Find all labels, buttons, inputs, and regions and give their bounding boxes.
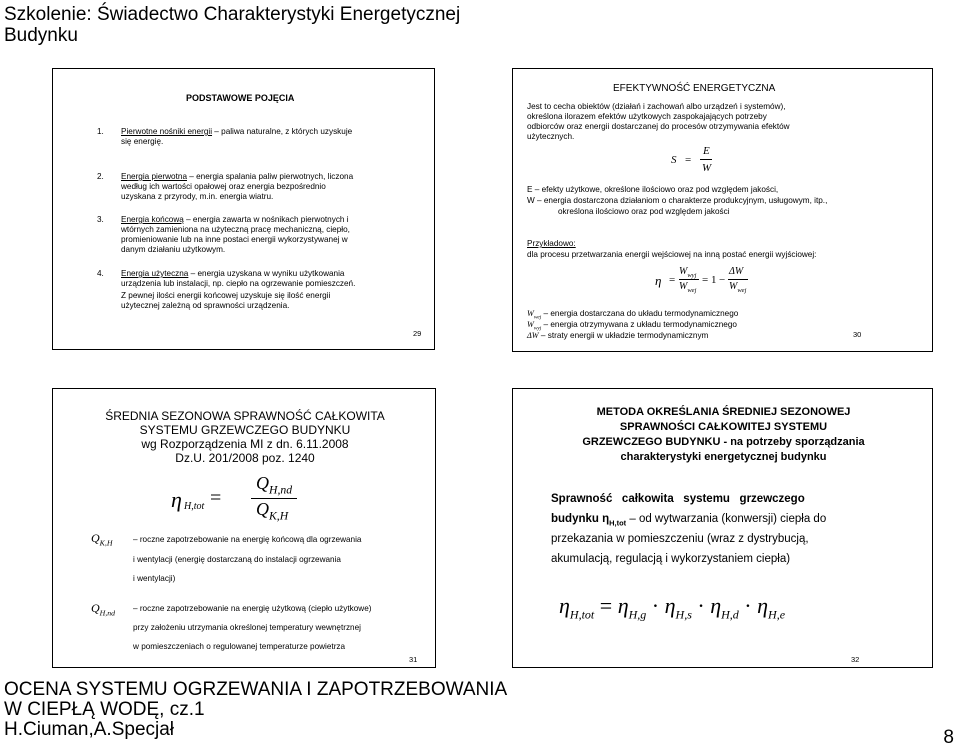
item-2-number: 2. [97, 172, 104, 181]
legend-delta-w: ΔW – straty energii w układzie termodynamicznym [527, 331, 709, 340]
slide-31 [52, 388, 436, 668]
efficiency-product-formula: $\eta_{H,tot} = \eta_{H,g} \cdot \eta_{H,s} \cdot \eta_{H,d} \cdot \eta_{H,e}$ [559, 593, 786, 622]
body-line-1: Sprawność całkowita systemu grzewczego [551, 493, 805, 505]
item-2-line-3: uzyskana z przyrody, m.in. energia wiatru. [121, 192, 274, 201]
item-4-line-4: użytecznej zależną od sprawności urządzenia. [121, 301, 290, 310]
page-footer [4, 680, 507, 740]
formula-equals: = [210, 487, 222, 509]
formula-numerator-e: E [703, 145, 710, 157]
page-number: 8 [943, 727, 954, 748]
qh-line-2: przy założeniu utrzymania określonej temperatury wewnętrznej [133, 623, 361, 632]
item-4-number: 4. [97, 269, 104, 278]
fraction-bar [700, 159, 712, 160]
definition-line-4: użytecznych. [527, 132, 575, 141]
slide-title-line-4: charakterystyki energetycznej budynku [620, 451, 827, 463]
slide-number: 30 [853, 330, 862, 339]
slide-32 [512, 388, 933, 668]
legend-w: W – energia dostarczona działaniom o charakterze produkcyjnym, usługowym, itp., [527, 196, 828, 205]
slide-title: PODSTAWOWE POJĘCIA [186, 93, 295, 103]
qk-line-3: i wentylacji) [133, 574, 176, 583]
slide-29 [52, 68, 435, 350]
page-header [4, 4, 460, 46]
definition-line-1: Jest to cecha obiektów (działań i zachowań albo urządzeń i systemów), [527, 102, 786, 111]
qh-symbol: $Q_{H,nd}$ [91, 601, 116, 618]
qk-line-2: i wentylacji (energię dostarczaną do instalacji ogrzewania [133, 555, 341, 564]
definition-line-2: określona ilorazem efektów użytkowych zaspokajających potrzeby [527, 112, 767, 121]
item-1-number: 1. [97, 127, 104, 136]
body-line-4: akumulacją, regulacją i wykorzystaniem ciepła) [551, 553, 791, 565]
formula-equals: = [685, 154, 692, 166]
item-4-line-2: urządzenia lub instalacji, np. ciepło na ogrzewanie pomieszczeń. [121, 279, 356, 288]
slide-30 [512, 68, 933, 352]
item-3-line-2: wtórnych zamieniona na użyteczną pracę mechaniczną, ciepło, [121, 225, 350, 234]
example-text: dla procesu przetwarzania energii wejściowej na inną postać energii wyjściowej: [527, 250, 817, 259]
eta-symbol: η [171, 487, 182, 512]
item-3-line-4: danym działaniu użytkowym. [121, 245, 226, 254]
item-2-line-2: według ich wartości opałowej oraz energia bezpośrednio [121, 182, 326, 191]
slide-title-line-3: wg Rozporządzenia MI z dn. 6.11.2008 [141, 437, 349, 451]
footer-line-1: OCENA SYSTEMU OGRZEWANIA I ZAPOTRZEBOWANIA [4, 679, 508, 700]
minus: − [719, 274, 726, 286]
item-4-line-1: Energia użyteczna – energia uzyskana w wyniku użytkowania [121, 269, 345, 278]
q-numerator: $Q_{H,nd}$ [256, 473, 293, 497]
item-3-line-1: Energia końcową – energia zawarta w nośnikach pierwotnych i [121, 215, 349, 224]
header-line-2: Budynku [4, 25, 78, 46]
definition-line-3: odbiorców oraz energii dostarczanej do procesów otrzymywania efektów [527, 122, 790, 131]
w-out: $W_{wyj}$ [679, 266, 697, 279]
formula-equals-3: = [702, 274, 709, 286]
fraction-bar-1 [679, 279, 699, 280]
formula-equals-2: = [669, 274, 676, 286]
header-line-1: Szkolenie: Świadectwo Charakterystyki Energetycznej [4, 4, 461, 25]
formula-denominator-w: W [702, 162, 712, 174]
footer-line-3: H.Ciuman,A.Specjał [4, 719, 175, 740]
delta-w: ΔW [729, 266, 744, 277]
qk-symbol: $Q_{K,H}$ [91, 531, 113, 548]
legend-w-cont: określona ilościowo oraz pod względem jakości [558, 207, 730, 216]
w-in-2: $W_{wej}$ [729, 281, 747, 294]
legend-e: E – efekty użytkowe, określone ilościowo oraz pod względem jakości, [527, 185, 779, 194]
qh-line-3: w pomieszczeniach o regulowanej temperaturze powietrza [133, 642, 346, 651]
slide-title-line-2: SYSTEMU GRZEWCZEGO BUDYNKU [139, 423, 351, 437]
qk-line-1: – roczne zapotrzebowanie na energię końcową dla ogrzewania [133, 535, 362, 544]
slide-title-line-3: GRZEWCZEGO BUDYNKU - na potrzeby sporządzania [582, 436, 865, 448]
footer-line-2: W CIEPŁĄ WODĘ, cz.1 [4, 699, 205, 720]
slide-number: 29 [413, 329, 422, 338]
formula-s-symbol: S [671, 154, 677, 166]
eta-symbol: η [655, 273, 662, 288]
slide-number: 32 [851, 655, 860, 664]
body-line-2: budynku $\eta_{H,tot}$ – od wytwarzania (konwersji) ciepła do [551, 513, 827, 528]
w-in: $W_{wej}$ [679, 281, 697, 294]
item-4-line-3: Z pewnej ilości energii końcowej uzyskuje się ilość energii [121, 291, 331, 300]
fraction-bar-2 [728, 279, 748, 280]
legend-w-in: $W_{wej}$ – energia dostarczana do układu termodynamicznego [527, 309, 739, 321]
item-3-number: 3. [97, 215, 104, 224]
slide-title-line-2: SPRAWNOŚCI CAŁKOWITEJ SYSTEMU [619, 421, 828, 433]
slide-title: EFEKTYWNOŚĆ ENERGETYCZNA [613, 83, 776, 94]
lhs-eta: η [559, 593, 570, 618]
legend-w-out: $W_{wyj}$ – energia otrzymywana z układu termodynamicznego [527, 320, 737, 332]
q-denominator: $Q_{K,H}$ [256, 499, 289, 523]
item-2-line-1: Energia pierwotna – energia spalania paliw pierwotnych, liczona [121, 172, 354, 181]
item-1-line-2: się energię. [121, 137, 164, 146]
slide-title-line-4: Dz.U. 201/2008 poz. 1240 [175, 451, 315, 465]
item-3-line-3: promieniowanie lub na inne postaci energii wykorzystywanej w [121, 235, 348, 244]
slide-number: 31 [409, 655, 418, 664]
one: 1 [711, 274, 717, 286]
slide-title-line-1: METODA OKREŚLANIA ŚREDNIEJ SEZONOWEJ [596, 406, 851, 418]
slide-title-line-1: ŚREDNIA SEZONOWA SPRAWNOŚĆ CAŁKOWITA [105, 409, 385, 423]
body-line-3: przekazania w pomieszczeniu (wraz z dystrybucją, [551, 533, 809, 545]
qh-line-1: – roczne zapotrzebowanie na energię użytkową (ciepło użytkowe) [133, 604, 372, 613]
example-label: Przykładowo: [527, 239, 576, 248]
item-1-line-1: Pierwotne nośniki energii – paliwa naturalne, z których uzyskuje [121, 127, 353, 136]
eta-subscript: H,tot [184, 501, 205, 512]
